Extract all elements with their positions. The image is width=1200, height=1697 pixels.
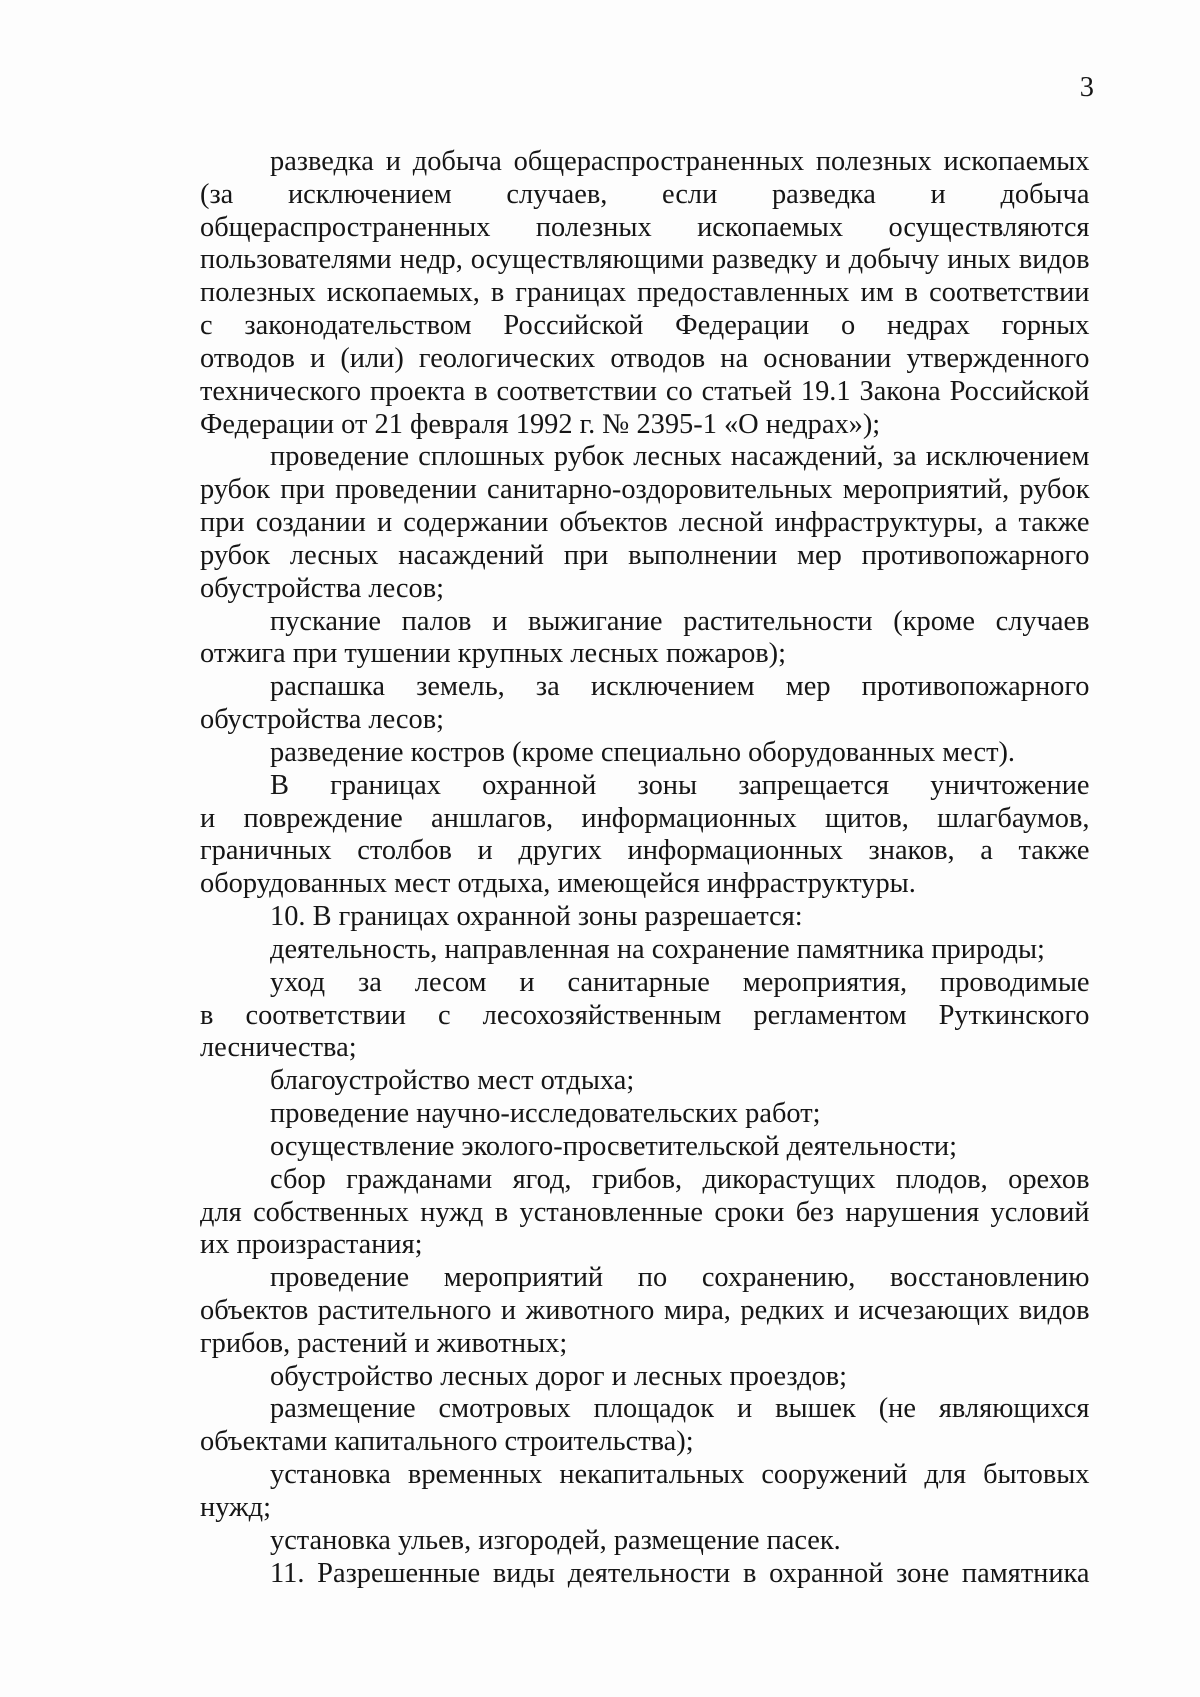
text-line: граничных столбов и других информационных знаков, а также — [200, 835, 1090, 867]
text-line: пускание палов и выжигание растительности (кроме случаев — [270, 605, 1090, 637]
text-line: разведка и добыча общераспространенных полезных ископаемых — [270, 146, 1090, 177]
text-line: объектами капитального строительства); — [200, 1426, 694, 1458]
text-line: деятельность, направленная на сохранение памятника природы; — [270, 933, 1045, 965]
paragraph — [200, 671, 1090, 737]
page-number: 3 — [1079, 72, 1094, 103]
paragraph — [200, 901, 1090, 934]
paragraph — [200, 967, 1090, 1065]
text-line: пользователями недр, осуществляющими разведку и добычу иных видов — [200, 244, 1090, 276]
text-line: установка ульев, изгородей, размещение пасек. — [270, 1524, 841, 1556]
paragraph — [200, 1262, 1090, 1360]
text-line: уход за лесом и санитарные мероприятия, проводимые — [270, 966, 1090, 998]
text-line: проведение научно-исследовательских работ; — [270, 1098, 821, 1130]
text-line: 11. Разрешенные виды деятельности в охранной зоне памятника — [270, 1557, 1090, 1589]
text-line: при создании и содержании объектов лесной инфраструктуры, а также — [200, 507, 1090, 539]
text-line: отжига при тушении крупных лесных пожаров); — [200, 638, 787, 670]
text-line: В границах охранной зоны запрещается уничтожение — [270, 769, 1090, 801]
paragraph — [200, 441, 1090, 605]
text-line: Федерации от 21 февраля 1992 г. № 2395-1 «О недрах»); — [200, 408, 881, 440]
text-line: распашка земель, за исключением мер противопожарного — [270, 671, 1090, 703]
paragraph — [200, 146, 1090, 441]
text-line: установка временных некапитальных сооружений для бытовых — [270, 1459, 1090, 1491]
text-line: грибов, растений и животных; — [200, 1327, 568, 1359]
text-line: осуществление эколого-просветительской деятельности; — [270, 1130, 958, 1162]
text-line: обустройство лесных дорог и лесных проездов; — [270, 1360, 848, 1392]
text-line: с законодательством Российской Федерации о недрах горных — [200, 310, 1090, 342]
paragraph — [200, 1459, 1090, 1525]
text-line: в соответствии с лесохозяйственным регламентом Руткинского — [200, 999, 1090, 1031]
paragraph — [200, 1525, 1090, 1558]
text-line: размещение смотровых площадок и вышек (не являющихся — [270, 1393, 1090, 1425]
text-line: проведение мероприятий по сохранению, восстановлению — [270, 1262, 1090, 1294]
paragraph — [200, 1164, 1090, 1262]
paragraph — [200, 606, 1090, 672]
text-line: нужд; — [200, 1491, 271, 1523]
text-line: отводов и (или) геологических отводов на основании утвержденного — [200, 342, 1090, 374]
text-line: технического проекта в соответствии со статьей 19.1 Закона Российской — [200, 375, 1090, 407]
paragraph — [200, 1098, 1090, 1131]
paragraph — [200, 1065, 1090, 1098]
text-line: и повреждение аншлагов, информационных щитов, шлагбаумов, — [200, 802, 1090, 834]
paragraph — [200, 934, 1090, 967]
text-line: разведение костров (кроме специально оборудованных мест). — [270, 736, 1016, 768]
paragraph — [200, 770, 1090, 901]
text-line: полезных ископаемых, в границах предоставленных им в соответствии — [200, 277, 1090, 309]
paragraph — [200, 1361, 1090, 1394]
paragraph — [200, 1558, 1090, 1591]
text-line: сбор гражданами ягод, грибов, дикорастущих плодов, орехов — [270, 1163, 1090, 1195]
text-line: их произрастания; — [200, 1229, 423, 1261]
text-line: проведение сплошных рубок лесных насаждений, за исключением — [270, 441, 1090, 473]
text-line: рубок при проведении санитарно-оздоровительных мероприятий, рубок — [200, 474, 1090, 506]
text-line: 10. В границах охранной зоны разрешается: — [270, 901, 803, 933]
text-line: обустройства лесов; — [200, 572, 444, 604]
document-body — [200, 146, 1090, 1590]
text-line: рубок лесных насаждений при выполнении мер противопожарного — [200, 539, 1090, 571]
text-line: общераспространенных полезных ископаемых осуществляются — [200, 211, 1090, 243]
text-line: (за исключением случаев, если разведка и добыча — [200, 178, 1090, 210]
text-line: лесничества; — [200, 1032, 357, 1064]
text-line: оборудованных мест отдыха, имеющейся инфраструктуры. — [200, 868, 916, 900]
paragraph — [200, 737, 1090, 770]
text-line: благоустройство мест отдыха; — [270, 1065, 635, 1097]
paragraph — [200, 1393, 1090, 1459]
text-line: обустройства лесов; — [200, 704, 444, 736]
text-line: объектов растительного и животного мира, редких и исчезающих видов — [200, 1294, 1090, 1326]
text-line: для собственных нужд в установленные сроки без нарушения условий — [200, 1196, 1090, 1228]
paragraph — [200, 1131, 1090, 1164]
